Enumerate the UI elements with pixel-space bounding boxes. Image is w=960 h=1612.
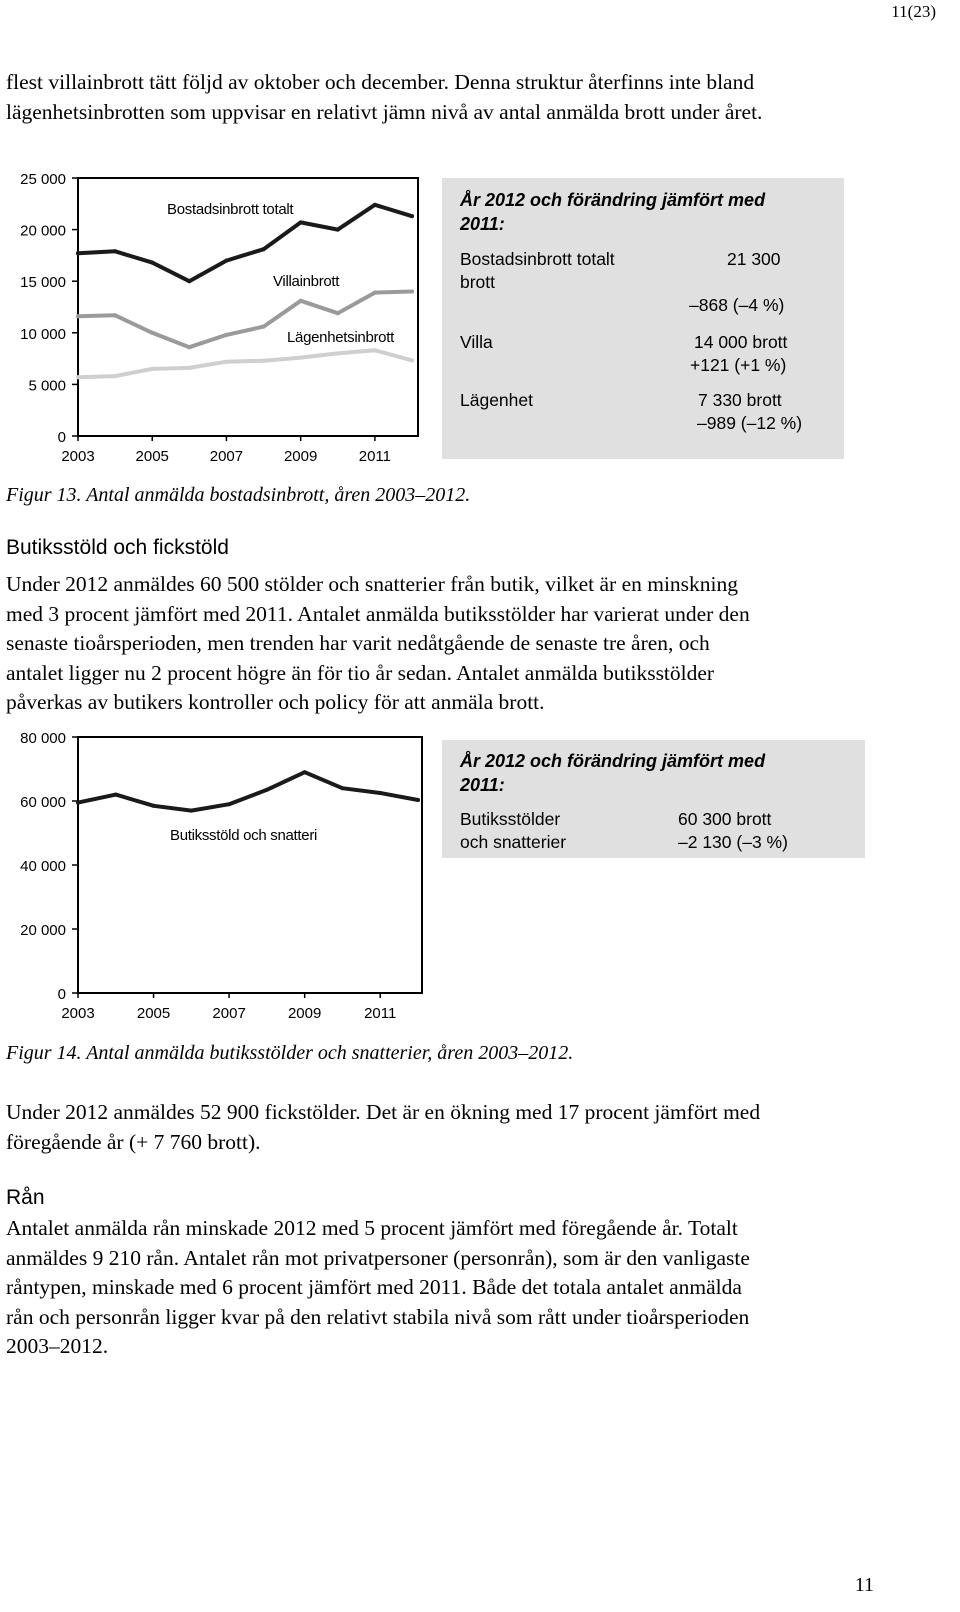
figure-14-chart: [0, 724, 440, 1024]
data-point: [150, 367, 154, 371]
data-point: [227, 802, 231, 806]
x-tick-label: 2003: [61, 1005, 95, 1022]
series-label: Villainbrott: [273, 273, 340, 290]
ran-paragraph: Antalet anmälda rån minskade 2012 med 5 procent jämfört med föregående år. Totalt anmäldes 9 210 rån. Antalet rån mot privatpersoner (personrån), som är den vanligaste råntypen, minskade med 6 procent jämfört med 2011. Både det totala antalet anmälda rån och personrån ligger kvar på den relativt stabila nivå som rått under tioårsperioden 2003–2012.: [6, 1216, 750, 1358]
y-tick-label: 10 000: [20, 325, 66, 343]
data-point: [262, 359, 266, 363]
data-point: [410, 290, 414, 294]
data-point: [152, 804, 156, 808]
series-line-2: [78, 350, 412, 377]
data-point: [299, 220, 303, 224]
data-point: [113, 313, 117, 317]
data-point: [299, 356, 303, 360]
x-tick-label: 2009: [287, 1005, 322, 1022]
data-point: [416, 798, 420, 802]
y-tick-label: 0: [57, 986, 66, 1003]
section-heading-ran: Rån: [6, 1186, 45, 1209]
figure-14-caption: Figur 14. Antal anmälda butiksstölder och snatterier, åren 2003–2012.: [6, 1042, 574, 1064]
data-point: [150, 261, 154, 265]
stats-box-title-line1: År 2012 och förändring jämfört med: [460, 751, 766, 771]
data-point: [113, 374, 117, 378]
series-line-0: [78, 772, 418, 810]
data-point: [224, 259, 228, 263]
data-point: [76, 801, 80, 805]
stats-label-bostad: Bostadsinbrott totalt brott: [460, 249, 615, 292]
data-point: [224, 333, 228, 337]
page-number: 11: [854, 1574, 874, 1596]
data-point: [340, 786, 344, 790]
stats-box-title: [460, 749, 765, 797]
x-tick-label: 2011: [358, 448, 392, 465]
y-tick-label: 5 000: [28, 377, 66, 395]
x-tick-label: 2005: [135, 448, 169, 465]
intro-paragraph: flest villainbrott tätt följd av oktober och december. Denna struktur återfinns inte bland lägenhetsinbrotten som uppvisar en relativt jämn nivå av antal anmälda brott under året.: [6, 70, 763, 124]
section-heading-butiksstold: Butiksstöld och fickstöld: [6, 536, 229, 559]
data-point: [378, 791, 382, 795]
data-point: [265, 788, 269, 792]
data-point: [336, 351, 340, 355]
figure-14-stats-box: [442, 740, 865, 858]
stats-label-butik: Butiksstölder och snatterier: [460, 809, 567, 852]
y-tick-label: 15 000: [20, 274, 66, 292]
stats-change-villa: +121 (+1 %): [690, 355, 787, 375]
data-point: [113, 249, 117, 253]
data-point: [76, 314, 80, 318]
stats-box-title-line1: År 2012 och förändring jämfört med: [460, 190, 766, 210]
x-tick-label: 2007: [209, 448, 244, 465]
y-tick-label: 25 000: [20, 171, 66, 188]
y-tick-label: 60 000: [20, 794, 66, 811]
data-point: [336, 311, 340, 315]
data-point: [224, 360, 228, 364]
x-tick-label: 2007: [212, 1005, 246, 1022]
data-point: [187, 366, 191, 370]
data-point: [336, 228, 340, 232]
figure-13-stats-box: [442, 178, 844, 459]
data-point: [373, 203, 377, 207]
figure-13-chart: [0, 160, 440, 480]
x-tick-label: 2005: [136, 1005, 171, 1022]
series-label: Bostadsinbrott totalt: [167, 201, 294, 218]
stats-change-butik: –2 130 (–3 %): [678, 832, 788, 852]
fickstold-paragraph: Under 2012 anmäldes 52 900 fickstölder. Det är en ökning med 17 procent jämfört med föregående år (+ 7 760 brott).: [6, 1100, 761, 1154]
data-point: [114, 793, 118, 797]
stats-change-bostad: –868 (–4 %): [689, 295, 785, 315]
stats-box-title: [460, 188, 765, 236]
data-point: [303, 770, 307, 774]
stats-change-lagenhet: –989 (–12 %): [697, 413, 803, 433]
data-point: [299, 299, 303, 303]
data-point: [373, 291, 377, 295]
data-point: [76, 251, 80, 255]
y-tick-label: 0: [57, 429, 66, 446]
data-point: [187, 345, 191, 349]
stats-value-butik: 60 300 brott: [678, 809, 772, 829]
y-tick-label: 40 000: [20, 858, 66, 875]
plot-frame: [78, 737, 422, 993]
x-tick-label: 2011: [364, 1005, 397, 1022]
stats-value-villa: 14 000 brott: [694, 332, 788, 352]
x-tick-label: 2003: [61, 448, 95, 465]
data-point: [262, 325, 266, 329]
data-point: [262, 247, 266, 251]
series-label: Lägenhetsinbrott: [287, 329, 394, 346]
y-tick-label: 80 000: [20, 730, 66, 747]
stats-value-bostad: 21 300: [727, 249, 781, 269]
data-point: [410, 214, 414, 218]
data-point: [76, 375, 80, 379]
stats-label-lagenhet: Lägenhet: [460, 390, 533, 410]
series-label: Butiksstöld och snatteri: [170, 827, 318, 844]
y-tick-label: 20 000: [20, 222, 66, 240]
data-point: [187, 279, 191, 283]
stats-label-villa: Villa: [460, 332, 493, 352]
data-point: [410, 358, 414, 362]
stats-box-title-line2: 2011:: [460, 775, 505, 795]
x-tick-label: 2009: [283, 448, 318, 465]
stats-box-title-line2: 2011:: [460, 214, 505, 234]
butiksstold-paragraph: Under 2012 anmäldes 60 500 stölder och snatterier från butik, vilket är en minskning med 3 procent jämfört med 2011. Antalet anmälda butiksstölder har varierat under den senaste tioårsperioden, men trenden har varit nedåtgående de senaste tre åren, och antalet ligger nu 2 procent högre än för tio år sedan. Antalet anmälda butiksstölder påverkas av butikers kontroller och policy för att anmäla brott.: [6, 572, 750, 714]
page-reference: 11(23): [891, 2, 936, 21]
figure-13-caption: Figur 13. Antal anmälda bostadsinbrott, åren 2003–2012.: [6, 484, 471, 506]
data-point: [373, 348, 377, 352]
stats-value-lagenhet: 7 330 brott: [698, 390, 782, 410]
data-point: [189, 809, 193, 813]
y-tick-label: 20 000: [20, 922, 66, 939]
data-point: [150, 331, 154, 335]
